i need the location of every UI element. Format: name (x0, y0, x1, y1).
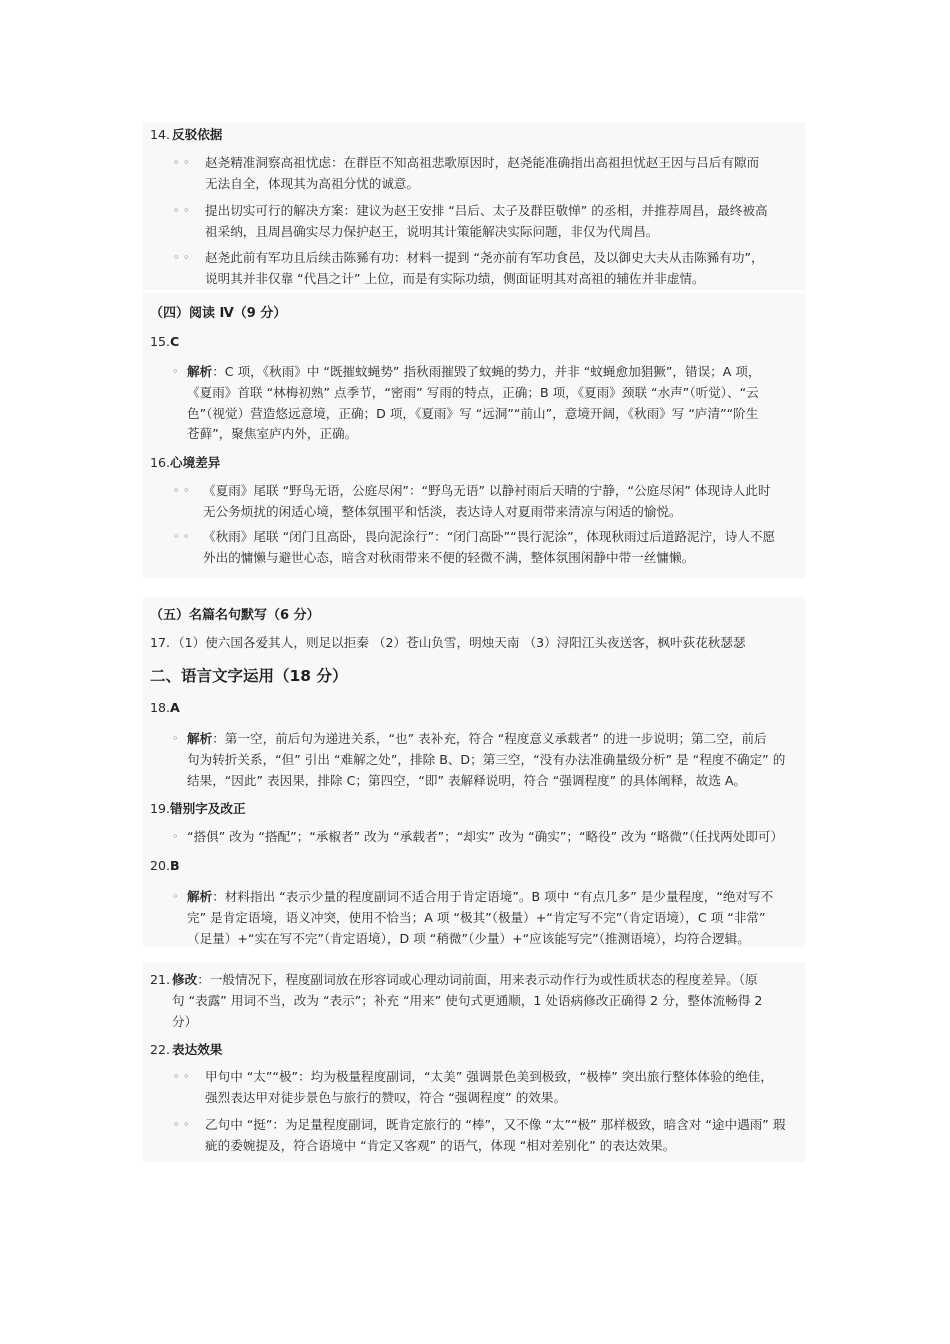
bullet-marker: ◦ ◦ (173, 1118, 190, 1131)
revision-line: 句 “表露” 用词不当，改为 “表示”；补充 “用来” 使句式更通顺，1 处语病修改正确得 2 分，整体流畅得 2 (172, 993, 763, 1008)
bullet-marker: ◦ ◦ (173, 484, 190, 497)
question-number: 14. (150, 127, 171, 142)
bullet-marker: ◦ ◦ (173, 1070, 190, 1083)
list-item-line: 《夏雨》尾联 “野鸟无语，公庭尽闲”：“野鸟无语” 以静衬雨后天晴的宁静，“公庭尽闲” 体现诗人此时 (203, 483, 771, 498)
revision-label: 修改 (172, 972, 198, 987)
list-item-line: 无公务烦扰的闲适心境，整体氛围平和恬淡，表达诗人对夏雨带来清凉与闲适的愉悦。 (203, 504, 682, 519)
revision-line: 分） (172, 1014, 198, 1029)
question-title: 表达效果 (172, 1042, 223, 1057)
question-title: 反驳依据 (172, 127, 223, 142)
analysis-label: 解析 (187, 364, 213, 379)
analysis-line (187, 729, 767, 749)
question-number: 21. (150, 972, 171, 987)
analysis-text: ：第一空，前后句为递进关系，“也” 表补充，符合 “程度意义承载者” 的进一步说明；第二空，前后 (212, 731, 767, 746)
answer-text: “搭俱” 改为 “搭配”；“承椒者” 改为 “承载者”；“却实” 改为 “确实”；“略役” 改为 “略微”（任找两处即可） (187, 829, 784, 844)
question-number: 17. (150, 635, 171, 650)
bullet-marker: ◦ (172, 890, 179, 903)
answer-letter: B (170, 858, 180, 873)
list-item-line: 外出的慵懒与避世心态，暗含对秋雨带来不便的轻微不满，整体氛围闲静中带一丝慵懒。 (203, 550, 695, 565)
analysis-text: ：C 项，《秋雨》中 “既摧蚊蝇势” 指秋雨摧毁了蚊蝇的势力，并非 “蚊蝇愈加猖獗”，错误；A 项， (212, 364, 761, 379)
bullet-marker: ◦ (172, 732, 179, 745)
answer-text: （1）使六国各爱其人，则足以拒秦 （2）苍山负雪，明烛天南 （3）浔阳江头夜送客，枫叶荻花秋瑟瑟 (172, 635, 746, 650)
question-title: 错别字及改正 (170, 801, 246, 816)
analysis-line: 句为转折关系，“但” 引出 “难解之处”，排除 B、D；第三空，“没有办法准确量级分析” 是 “程度不确定” 的 (187, 752, 786, 767)
revision-text: ：一般情况下，程度副词放在形容词或心理动词前面，用来表示动作行为或性质状态的程度差异。（原 (197, 972, 758, 987)
analysis-line: 《夏雨》首联 “林梅初熟” 点季节，“密雨” 写雨的特点，正确；B 项，《夏雨》颈联 “水声”（听觉）、“云 (187, 385, 759, 400)
revision-line (172, 970, 758, 990)
question-number: 20. (150, 858, 171, 873)
analysis-line: 完” 是肯定语境，语义冲突，使用不恰当；A 项 “极其”（极量）+“肯定写不完”（肯定语境），C 项 “非常” (187, 910, 766, 925)
analysis-line (187, 887, 773, 907)
bullet-marker: ◦ ◦ (173, 156, 190, 169)
list-item-line: 乙句中 “挺”：为足量程度副词，既肯定旅行的 “棒”，又不像 “太”“极” 那样极致，暗含对 “途中遇雨” 瑕 (205, 1117, 786, 1132)
bullet-marker: ◦ ◦ (173, 204, 190, 217)
answer-letter: C (170, 334, 180, 349)
analysis-label: 解析 (187, 889, 213, 904)
bullet-marker: ◦ (172, 365, 179, 378)
question-number: 19. (150, 801, 171, 816)
list-item-line: 强烈表达甲对徒步景色与旅行的赞叹，符合 “强调程度” 的效果。 (205, 1090, 567, 1105)
section-heading: （四）阅读 Ⅳ（9 分） (150, 306, 287, 321)
list-item-line: 疵的委婉提及，符合语境中 “肯定又客观” 的语气，体现 “相对差别化” 的表达效果。 (205, 1138, 676, 1153)
list-item-line: 说明其并非仅靠 “代昌之计” 上位，而是有实际功绩，侧面证明其对高祖的辅佐并非虚情。 (205, 271, 705, 286)
bullet-marker: ◦ ◦ (173, 530, 190, 543)
analysis-line (187, 362, 761, 382)
bullet-marker: ◦ (172, 830, 179, 843)
analysis-line: 苍藓”，聚焦室庐内外，正确。 (187, 426, 358, 441)
question-number: 16. (150, 455, 171, 470)
question-number: 15. (150, 334, 171, 349)
list-item-line: 赵尧此前有军功且后续击陈豨有功：材料一提到 “尧亦前有军功食邑，及以御史大夫从击陈豨有功”， (205, 250, 764, 265)
part-heading: 二、语言文字运用（18 分） (150, 667, 348, 685)
question-number: 18. (150, 700, 171, 715)
list-item-line: 提出切实可行的解决方案：建议为赵王安排 “吕后、太子及群臣敬惮” 的丞相，并推荐周昌，最终被高 (205, 203, 768, 218)
list-item-line: 赵尧精准洞察高祖忧虑：在群臣不知高祖悲歌原因时，赵尧能准确指出高祖担忧赵王因与吕后有隙而 (205, 155, 760, 170)
analysis-line: 色”（视觉）营造悠远意境，正确；D 项，《夏雨》写 “远洞”“前山”，意境开阔，《秋雨》写 “庐清”“阶生 (187, 406, 759, 421)
analysis-text: ：材料指出 “表示少量的程度副词不适合用于肯定语境”。B 项中 “有点几多” 是少量程度，“绝对写不 (212, 889, 774, 904)
analysis-line: 结果，“因此” 表因果，排除 C；第四空，“即” 表解释说明，符合 “强调程度” 的具体阐释，故选 A。 (187, 773, 747, 788)
list-item-line: 甲句中 “太”“极”：均为极量程度副词，“太美” 强调景色美到极致，“极棒” 突出旅行整体体验的绝佳， (205, 1069, 773, 1084)
analysis-line: （足量）+“实在写不完”（肯定语境），D 项 “稍微”（少量）+“应该能写完”（推测语境），均符合逻辑。 (187, 931, 750, 946)
question-title: 心境差异 (170, 455, 221, 470)
answer-letter: A (170, 700, 180, 715)
list-item-line: 无法自全，体现其为高祖分忧的诚意。 (205, 176, 420, 191)
bullet-marker: ◦ ◦ (173, 251, 190, 264)
analysis-label: 解析 (187, 731, 213, 746)
list-item-line: 《秋雨》尾联 “闭门且高卧，畏向泥涂行”：“闭门高卧”“畏行泥涂”，体现秋雨过后道路泥泞，诗人不愿 (203, 529, 776, 544)
list-item-line: 祖采纳，且周昌确实尽力保护赵王，说明其计策能解决实际问题，非仅为代周昌。 (205, 224, 659, 239)
question-number: 22. (150, 1042, 171, 1057)
section-heading: （五）名篇名句默写（6 分） (150, 608, 320, 623)
